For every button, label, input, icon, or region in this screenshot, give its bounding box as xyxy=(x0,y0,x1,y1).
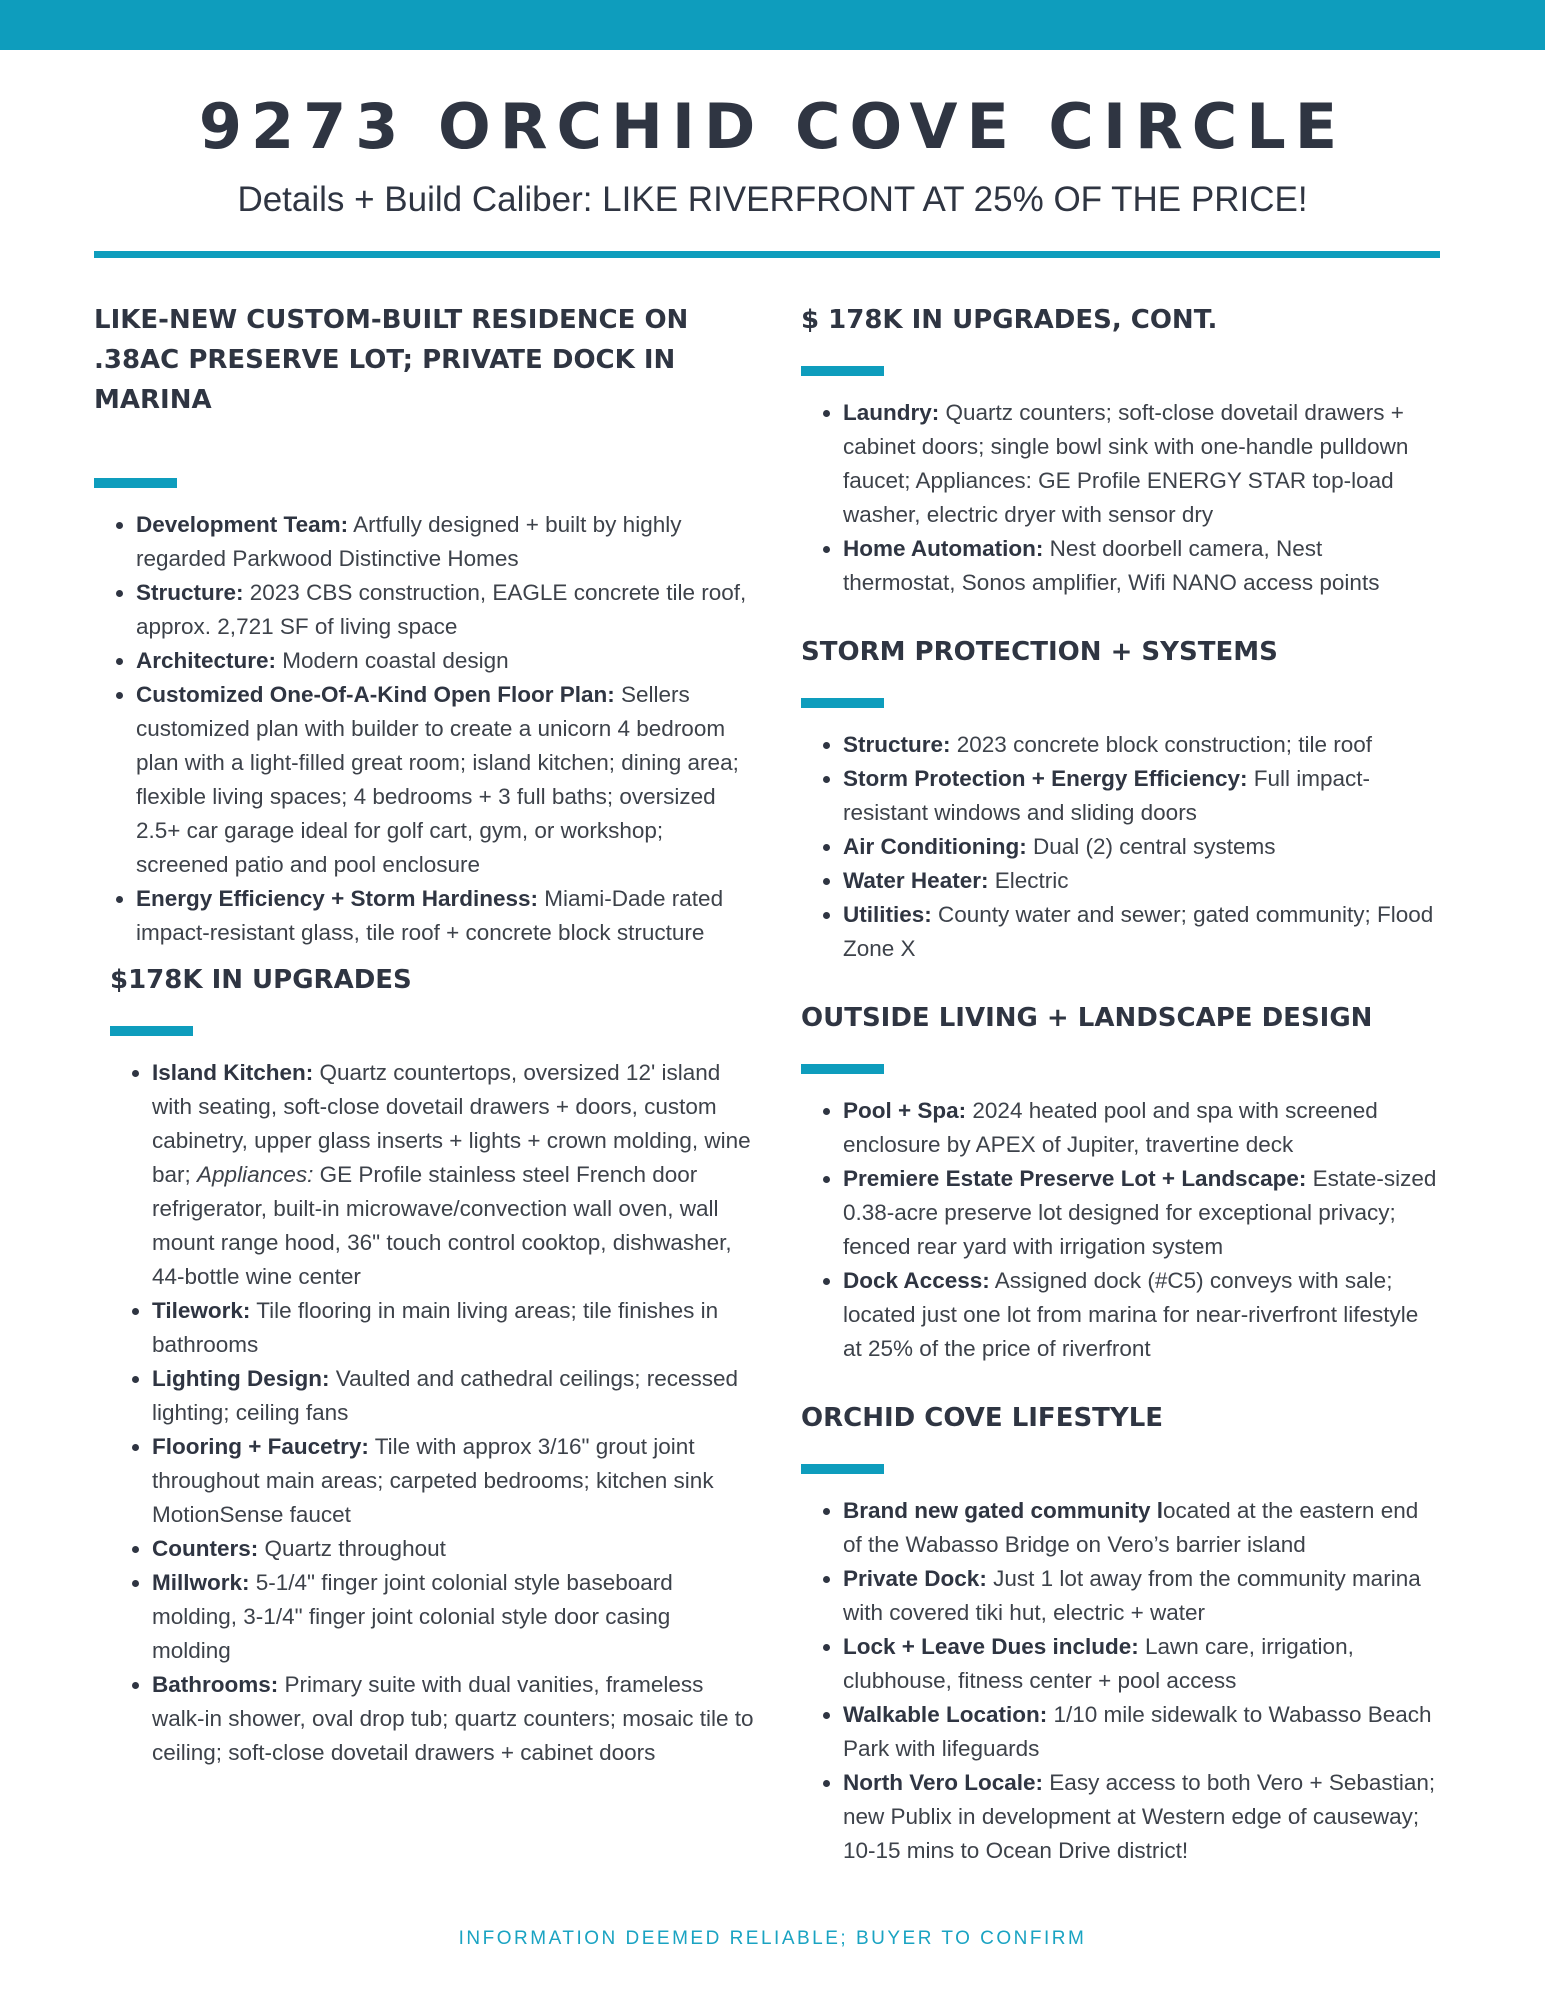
item-label: Lock + Leave Dues include: xyxy=(843,1634,1139,1659)
item-text: 2023 CBS construction, EAGLE concrete tile roof, approx. 2,721 SF of living space xyxy=(136,580,747,639)
list-item xyxy=(152,1668,754,1770)
list-item xyxy=(136,882,754,950)
item-text: Nest doorbell camera, Nest thermostat, Sonos amplifier, Wifi NANO access points xyxy=(843,536,1380,595)
item-text: Assigned dock (#C5) conveys with sale; located just one lot from marina for near-riverfront lifestyle at 25% of the price of riverfront xyxy=(843,1268,1419,1361)
item-text: GE Profile stainless steel French door refrigerator, built-in microwave/convection wall oven, wall mount range hood, 36" touch control cooktop, dishwasher, 44-bottle wine center xyxy=(152,1162,732,1289)
feature-list xyxy=(801,1494,1441,1868)
item-text: 5-1/4" finger joint colonial style baseboard molding, 3-1/4" finger joint colonial style door casing molding xyxy=(152,1570,673,1663)
list-item xyxy=(843,728,1441,762)
item-label: Energy Efficiency + Storm Hardiness: xyxy=(136,886,539,911)
item-label: Laundry: xyxy=(843,400,940,425)
item-label: Pool + Spa: xyxy=(843,1098,967,1123)
section-heading: STORM PROTECTION + SYSTEMS xyxy=(801,637,1278,667)
item-label: Water Heater: xyxy=(843,868,989,893)
item-text: County water and sewer; gated community; Flood Zone X xyxy=(843,902,1434,961)
section-upgrades-cont xyxy=(801,300,1441,600)
section-upgrades xyxy=(94,960,754,1770)
page-subtitle: Details + Build Caliber: LIKE RIVERFRONT AT 25% OF THE PRICE! xyxy=(237,180,1308,219)
item-text: 2023 concrete block construction; tile roof xyxy=(950,732,1372,757)
item-text: Easy access to both Vero + Sebastian; new Publix in development at Western edge of causeway; 10-15 mins to Ocean Drive district! xyxy=(843,1770,1436,1863)
item-label: Walkable Location: xyxy=(843,1702,1048,1727)
list-item xyxy=(843,1162,1441,1264)
item-label: Dock Access: xyxy=(843,1268,990,1293)
item-text: Tile with approx 3/16" grout joint throughout main areas; carpeted bedrooms; kitchen sink MotionSense faucet xyxy=(152,1434,714,1527)
item-label: Home Automation: xyxy=(843,536,1044,561)
section-lifestyle xyxy=(801,1398,1441,1868)
page-title: 9273 ORCHID COVE CIRCLE xyxy=(198,90,1347,163)
list-item xyxy=(152,1430,754,1532)
list-item xyxy=(843,396,1441,532)
list-item xyxy=(843,1630,1441,1698)
item-text: Miami-Dade rated impact-resistant glass, tile roof + concrete block structure xyxy=(136,886,724,945)
item-text: Lawn care, irrigation, clubhouse, fitness center + pool access xyxy=(843,1634,1354,1693)
item-text: 2024 heated pool and spa with screened enclosure by APEX of Jupiter, travertine deck xyxy=(843,1098,1378,1157)
list-item xyxy=(136,644,754,678)
section-accent-bar xyxy=(801,698,884,708)
item-text: Quartz counters; soft-close dovetail drawers + cabinet doors; single bowl sink with one-handle pulldown faucet; Appliances: GE Profile ENERGY STAR top-load washer, electric dryer with sensor dry xyxy=(843,400,1409,527)
list-item xyxy=(843,830,1441,864)
item-label: Premiere Estate Preserve Lot + Landscape: xyxy=(843,1166,1307,1191)
section-accent-bar xyxy=(94,478,177,488)
list-item xyxy=(152,1056,754,1294)
feature-list xyxy=(801,728,1441,966)
item-text: Primary suite with dual vanities, frameless walk-in shower, oval drop tub; quartz counters; mosaic tile to ceiling; soft-close dovetail drawers + cabinet doors xyxy=(152,1672,754,1765)
list-item xyxy=(152,1532,754,1566)
list-item xyxy=(843,532,1441,600)
list-item xyxy=(136,678,754,882)
item-label: Lighting Design: xyxy=(152,1366,330,1391)
item-label: Utilities: xyxy=(843,902,932,927)
section-accent-bar xyxy=(801,1064,884,1074)
item-text: ocated at the eastern end of the Wabasso Bridge on Vero’s barrier island xyxy=(843,1498,1419,1557)
list-item xyxy=(843,762,1441,830)
section-heading: ORCHID COVE LIFESTYLE xyxy=(801,1403,1164,1433)
feature-list xyxy=(801,1094,1441,1366)
item-text: 1/10 mile sidewalk to Wabasso Beach Park with lifeguards xyxy=(843,1702,1432,1761)
left-column xyxy=(94,300,754,1770)
list-item xyxy=(152,1294,754,1362)
list-item xyxy=(843,1698,1441,1766)
item-label: Architecture: xyxy=(136,648,277,673)
list-item xyxy=(136,576,754,644)
item-label: Structure: xyxy=(843,732,951,757)
section-heading: $178K IN UPGRADES xyxy=(110,965,412,995)
item-text: Estate-sized 0.38-acre preserve lot designed for exceptional privacy; fenced rear yard with irrigation system xyxy=(843,1166,1437,1259)
item-text: Electric xyxy=(988,868,1069,893)
item-label: Structure: xyxy=(136,580,244,605)
item-emphasis: Appliances: xyxy=(197,1162,314,1187)
section-residence xyxy=(94,300,754,950)
item-text: Full impact-resistant windows and sliding doors xyxy=(843,766,1371,825)
section-storm-protection xyxy=(801,632,1441,966)
item-label: Millwork: xyxy=(152,1570,250,1595)
item-text: Dual (2) central systems xyxy=(1026,834,1276,859)
top-color-band xyxy=(0,0,1545,50)
right-column xyxy=(801,300,1441,1868)
section-heading xyxy=(94,300,754,420)
section-accent-bar xyxy=(801,1464,884,1474)
item-text: Just 1 lot away from the community marina with covered tiki hut, electric + water xyxy=(843,1566,1421,1625)
item-label: Air Conditioning: xyxy=(843,834,1027,859)
disclaimer-footer: INFORMATION DEEMED RELIABLE; BUYER TO CONFIRM xyxy=(458,1928,1087,1949)
list-item xyxy=(843,1264,1441,1366)
item-label: Development Team: xyxy=(136,512,349,537)
header-divider xyxy=(94,251,1440,258)
list-item xyxy=(843,1094,1441,1162)
item-label: Flooring + Faucetry: xyxy=(152,1434,369,1459)
feature-list xyxy=(94,508,754,950)
item-label: Tilework: xyxy=(152,1298,251,1323)
section-accent-bar xyxy=(801,366,884,376)
list-item xyxy=(152,1566,754,1668)
list-item xyxy=(843,1562,1441,1630)
item-label: North Vero Locale: xyxy=(843,1770,1044,1795)
item-text: Quartz throughout xyxy=(258,1536,446,1561)
item-text: Quartz countertops, oversized 12' island with seating, soft-close dovetail drawers + doors, custom cabinetry, upper glass inserts + lights + crown molding, wine bar; xyxy=(152,1060,751,1187)
heading-line-1: LIKE-NEW CUSTOM-BUILT RESIDENCE ON xyxy=(94,305,689,335)
list-item xyxy=(152,1362,754,1430)
section-heading: $ 178K IN UPGRADES, CONT. xyxy=(801,305,1218,335)
list-item xyxy=(843,1494,1441,1562)
list-item xyxy=(843,864,1441,898)
list-item xyxy=(843,1766,1441,1868)
item-label: Customized One-Of-A-Kind Open Floor Plan: xyxy=(136,682,615,707)
section-accent-bar xyxy=(110,1026,193,1036)
item-text: Artfully designed + built by highly regarded Parkwood Distinctive Homes xyxy=(136,512,682,571)
item-label: Private Dock: xyxy=(843,1566,987,1591)
item-label: Bathrooms: xyxy=(152,1672,279,1697)
feature-list xyxy=(110,1056,754,1770)
item-label: Brand new gated community l xyxy=(843,1498,1164,1523)
item-text: Vaulted and cathedral ceilings; recessed lighting; ceiling fans xyxy=(152,1366,739,1425)
item-text: Modern coastal design xyxy=(276,648,509,673)
list-item xyxy=(136,508,754,576)
item-label: Storm Protection + Energy Efficiency: xyxy=(843,766,1248,791)
section-outside-living xyxy=(801,998,1441,1366)
section-heading: OUTSIDE LIVING + LANDSCAPE DESIGN xyxy=(801,1003,1373,1033)
item-label: Island Kitchen: xyxy=(152,1060,314,1085)
item-text: Tile flooring in main living areas; tile finishes in bathrooms xyxy=(152,1298,719,1357)
item-label: Counters: xyxy=(152,1536,259,1561)
list-item xyxy=(843,898,1441,966)
item-text: Sellers customized plan with builder to create a unicorn 4 bedroom plan with a light-filled great room; island kitchen; dining area; flexible living spaces; 4 bedrooms + 3 full baths; oversized 2.5+ car garage ideal for golf cart, gym, or workshop; screened patio and pool enclosure xyxy=(136,682,739,877)
heading-line-2: .38AC PRESERVE LOT; PRIVATE DOCK IN MARINA xyxy=(94,345,676,415)
feature-list xyxy=(801,396,1441,600)
